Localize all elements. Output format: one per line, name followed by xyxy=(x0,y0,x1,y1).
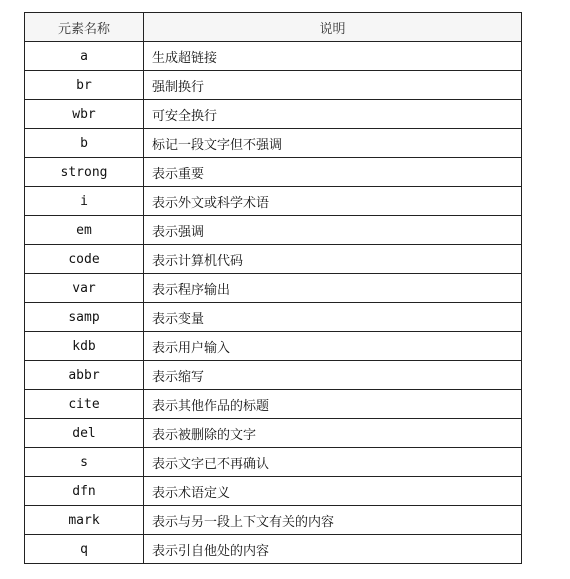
element-name-cell: s xyxy=(25,448,144,477)
table-header xyxy=(25,13,522,42)
description-cell: 表示计算机代码 xyxy=(144,245,522,274)
header-description: 说明 xyxy=(144,13,522,42)
element-name-cell: a xyxy=(25,42,144,71)
element-name-cell: kdb xyxy=(25,332,144,361)
element-name-cell: dfn xyxy=(25,477,144,506)
element-name-cell: br xyxy=(25,71,144,100)
element-name-cell: abbr xyxy=(25,361,144,390)
table-body xyxy=(25,42,522,564)
element-name-cell: mark xyxy=(25,506,144,535)
element-name-cell: i xyxy=(25,187,144,216)
description-cell: 可安全换行 xyxy=(144,100,522,129)
description-cell: 表示其他作品的标题 xyxy=(144,390,522,419)
table-row xyxy=(25,216,522,245)
table-row xyxy=(25,42,522,71)
element-name-cell: code xyxy=(25,245,144,274)
description-cell: 表示强调 xyxy=(144,216,522,245)
table-row xyxy=(25,158,522,187)
table-row xyxy=(25,535,522,564)
description-cell: 表示缩写 xyxy=(144,361,522,390)
description-cell: 表示重要 xyxy=(144,158,522,187)
description-cell: 生成超链接 xyxy=(144,42,522,71)
table-row xyxy=(25,332,522,361)
description-cell: 标记一段文字但不强调 xyxy=(144,129,522,158)
header-row xyxy=(25,13,522,42)
element-name-cell: samp xyxy=(25,303,144,332)
table-row xyxy=(25,361,522,390)
description-cell: 表示用户输入 xyxy=(144,332,522,361)
description-cell: 表示引自他处的内容 xyxy=(144,535,522,564)
table-row xyxy=(25,419,522,448)
element-name-cell: q xyxy=(25,535,144,564)
table-row xyxy=(25,129,522,158)
description-cell: 表示文字已不再确认 xyxy=(144,448,522,477)
description-cell: 表示变量 xyxy=(144,303,522,332)
table-row xyxy=(25,100,522,129)
element-name-cell: em xyxy=(25,216,144,245)
table-row xyxy=(25,245,522,274)
element-name-cell: b xyxy=(25,129,144,158)
table-row xyxy=(25,506,522,535)
element-name-cell: cite xyxy=(25,390,144,419)
header-element-name: 元素名称 xyxy=(25,13,144,42)
description-cell: 表示被删除的文字 xyxy=(144,419,522,448)
description-cell: 表示外文或科学术语 xyxy=(144,187,522,216)
table-row xyxy=(25,477,522,506)
element-name-cell: strong xyxy=(25,158,144,187)
element-name-cell: wbr xyxy=(25,100,144,129)
table-row xyxy=(25,390,522,419)
description-cell: 强制换行 xyxy=(144,71,522,100)
table-row xyxy=(25,187,522,216)
element-table-container xyxy=(24,12,522,564)
description-cell: 表示程序输出 xyxy=(144,274,522,303)
table-row xyxy=(25,274,522,303)
table-row xyxy=(25,71,522,100)
table-row xyxy=(25,303,522,332)
description-cell: 表示术语定义 xyxy=(144,477,522,506)
element-name-cell: del xyxy=(25,419,144,448)
description-cell: 表示与另一段上下文有关的内容 xyxy=(144,506,522,535)
element-table xyxy=(24,12,522,564)
element-name-cell: var xyxy=(25,274,144,303)
table-row xyxy=(25,448,522,477)
